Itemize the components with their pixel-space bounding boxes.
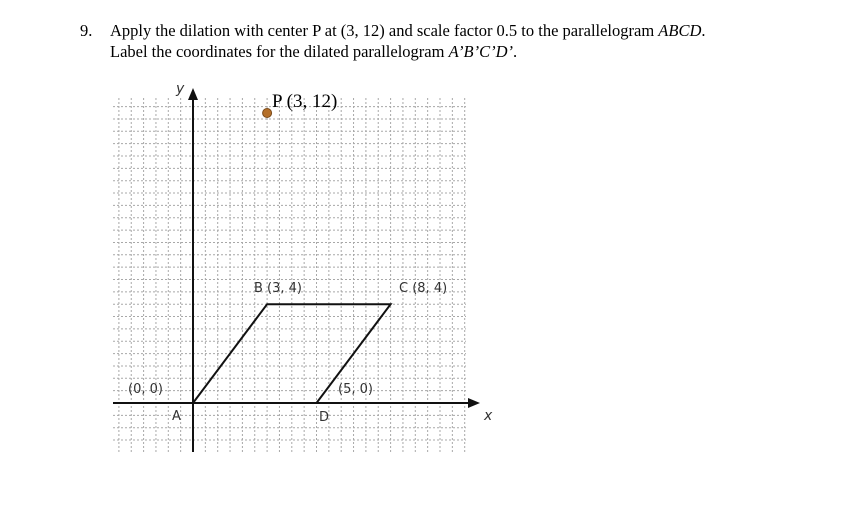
center-point-label: P (3, 12) <box>272 91 338 112</box>
grid <box>113 98 466 452</box>
y-axis-label: y <box>176 81 185 97</box>
center-point-marker <box>263 109 272 118</box>
problem-line-1-text: Apply the dilation with center P at (3, 12) and scale factor 0.5 to the parallelogram <box>110 21 659 40</box>
shape-abcd: ABCD <box>658 21 702 40</box>
point-b-label: B (3, 4) <box>254 281 303 296</box>
problem-line-2-text: Label the coordinates for the dilated parallelogram <box>110 42 449 61</box>
shape-abcd-prime: A’B’C’D’ <box>448 42 514 61</box>
point-d-name: D <box>319 410 330 425</box>
problem-line-1-end: . <box>701 21 706 40</box>
point-a-name: A <box>172 409 181 424</box>
problem-line-2-end: . <box>513 42 518 61</box>
point-d-coord-label: (5, 0) <box>338 382 373 397</box>
point-c-label: C (8, 4) <box>399 281 448 296</box>
y-axis-arrow <box>188 88 198 100</box>
x-axis-arrow <box>468 398 480 408</box>
x-axis-label: x <box>484 408 493 424</box>
point-a-coord-label: (0, 0) <box>128 382 163 397</box>
problem-number: 9. <box>80 21 93 40</box>
